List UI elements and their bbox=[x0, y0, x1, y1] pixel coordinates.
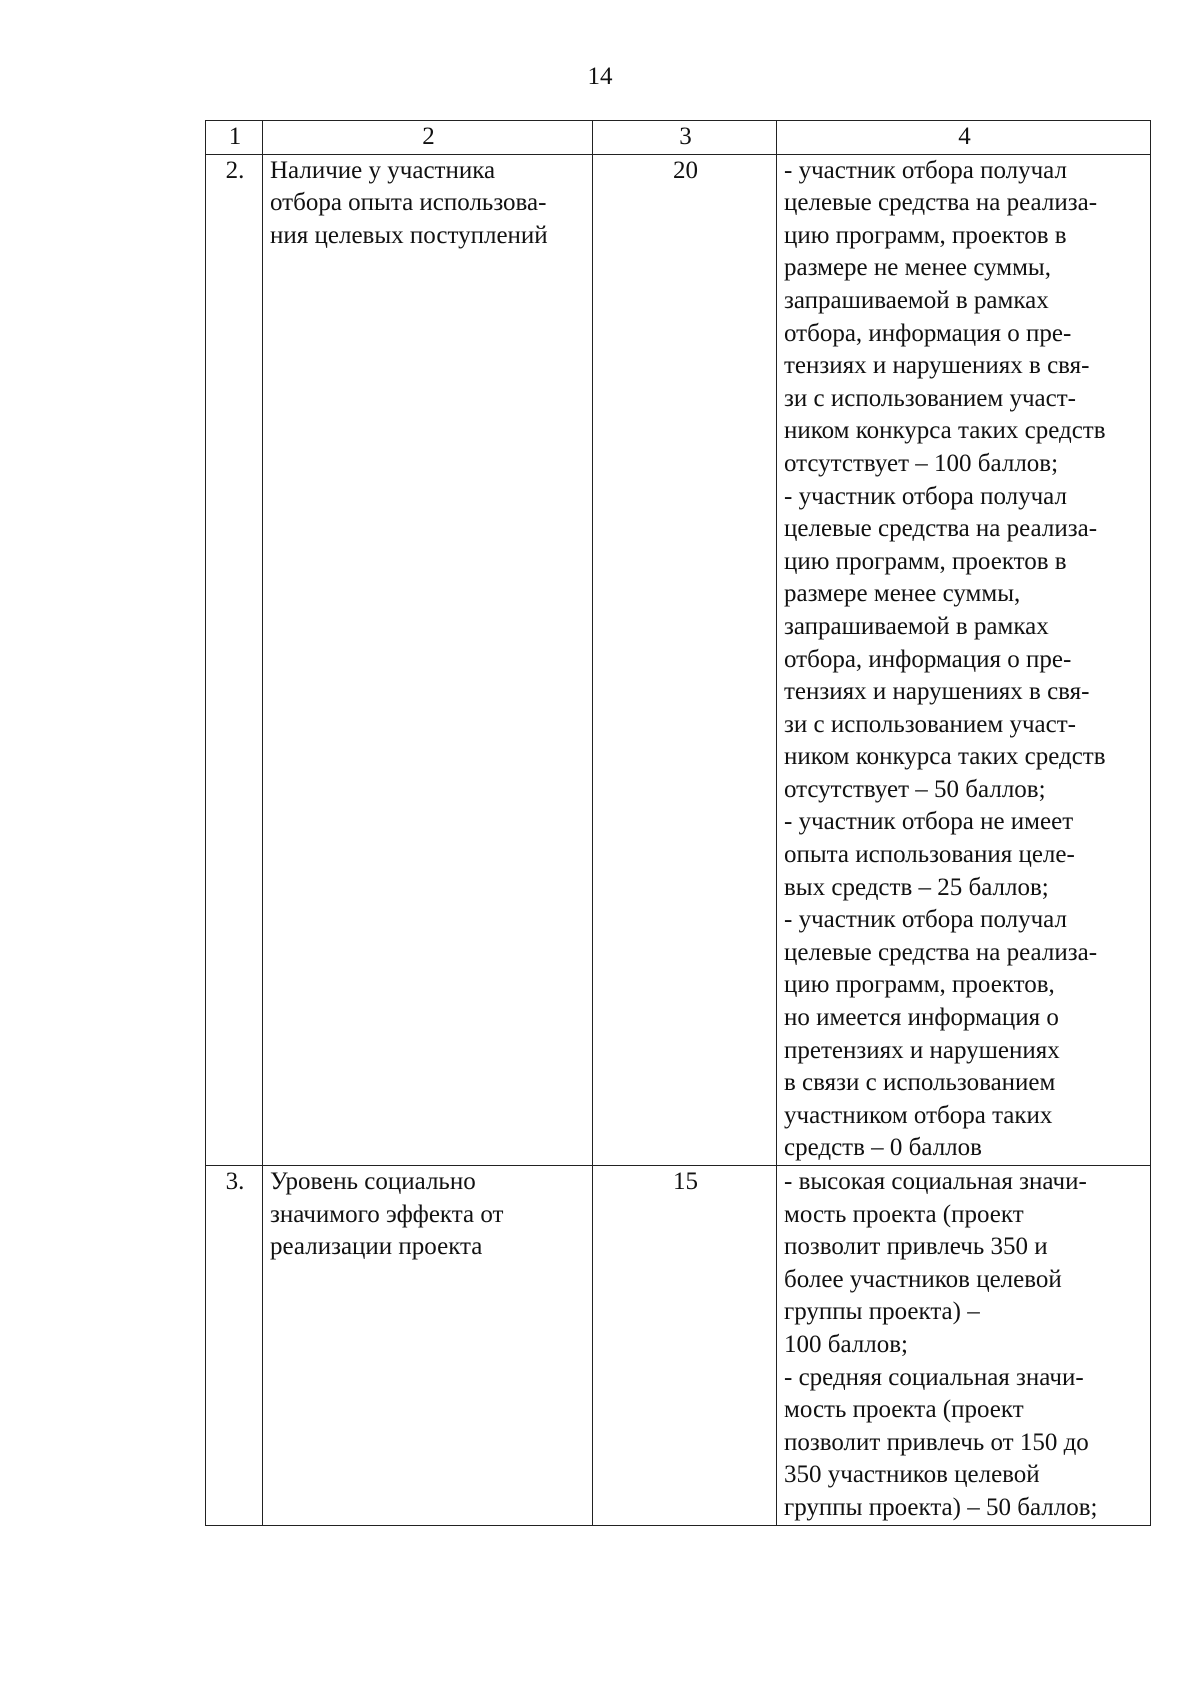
text-line: средств – 0 баллов bbox=[784, 1134, 982, 1162]
criterion-name bbox=[263, 1166, 593, 1526]
text-line: позволит привлечь от 150 до bbox=[784, 1428, 1089, 1456]
text-line: зи с использованием участ- bbox=[784, 710, 1076, 738]
text-line: претензиях и нарушениях bbox=[784, 1036, 1060, 1064]
text-line: группы проекта) – 50 баллов; bbox=[784, 1493, 1098, 1521]
text-line: участником отбора таких bbox=[784, 1101, 1053, 1129]
text-line: целевые средства на реализа- bbox=[784, 189, 1098, 217]
text-line: цию программ, проектов в bbox=[784, 547, 1067, 575]
text-line: мость проекта (проект bbox=[784, 1396, 1024, 1424]
text-line: отбора, информация о пре- bbox=[784, 645, 1072, 673]
text-line: 350 участников целевой bbox=[784, 1461, 1040, 1489]
text-line: - участник отбора не имеет bbox=[784, 808, 1074, 836]
text-line: 100 баллов; bbox=[784, 1330, 908, 1358]
text-line: в связи с использованием bbox=[784, 1069, 1056, 1097]
criterion-weight: 20 bbox=[593, 154, 777, 1165]
column-number-1: 1 bbox=[206, 121, 263, 155]
text-line: размере не менее суммы, bbox=[784, 254, 1051, 282]
criterion-weight: 15 bbox=[593, 1166, 777, 1526]
text-line: ния целевых поступлений bbox=[270, 221, 548, 249]
column-number-3: 3 bbox=[593, 121, 777, 155]
text-line: - участник отбора получал bbox=[784, 906, 1067, 934]
text-line: запрашиваемой в рамках bbox=[784, 612, 1049, 640]
text-line: целевые средства на реализа- bbox=[784, 515, 1098, 543]
text-line: Уровень социально bbox=[270, 1168, 476, 1195]
text-line: опыта использования целе- bbox=[784, 841, 1075, 869]
text-line: Наличие у участника bbox=[270, 156, 496, 184]
text-line: тензиях и нарушениях в свя- bbox=[784, 678, 1090, 706]
text-line: мость проекта (проект bbox=[784, 1200, 1024, 1228]
criterion-name bbox=[263, 154, 593, 1165]
column-number-4: 4 bbox=[777, 121, 1151, 155]
text-line: - участник отбора получал bbox=[784, 156, 1067, 184]
row-number: 3. bbox=[206, 1166, 263, 1526]
column-number-2: 2 bbox=[263, 121, 593, 155]
text-line: позволит привлечь 350 и bbox=[784, 1233, 1048, 1261]
text-line: группы проекта) – bbox=[784, 1298, 980, 1326]
row-number: 2. bbox=[206, 154, 263, 1165]
text-line: целевые средства на реализа- bbox=[784, 938, 1098, 966]
text-line: зи с использованием участ- bbox=[784, 384, 1076, 412]
text-line: вых средств – 25 баллов; bbox=[784, 873, 1049, 901]
page-number: 14 bbox=[587, 63, 613, 90]
text-line: тензиях и нарушениях в свя- bbox=[784, 352, 1090, 380]
text-line: отбора, информация о пре- bbox=[784, 319, 1072, 347]
text-line: более участников целевой bbox=[784, 1265, 1062, 1293]
text-line: ником конкурса таких средств bbox=[784, 417, 1106, 445]
table-row bbox=[206, 1166, 1151, 1526]
criterion-description bbox=[777, 154, 1151, 1165]
text-line: отсутствует – 100 баллов; bbox=[784, 449, 1059, 477]
text-line: реализации проекта bbox=[270, 1233, 483, 1261]
criterion-description bbox=[777, 1166, 1151, 1526]
text-line: цию программ, проектов в bbox=[784, 221, 1067, 249]
table-header-row bbox=[206, 121, 1151, 155]
criteria-table bbox=[205, 120, 1151, 1526]
text-line: но имеется информация о bbox=[784, 1004, 1059, 1032]
text-line: отбора опыта использова- bbox=[270, 189, 547, 217]
text-line: - высокая социальная значи- bbox=[784, 1168, 1087, 1195]
text-line: - участник отбора получал bbox=[784, 482, 1067, 510]
table-row bbox=[206, 154, 1151, 1165]
text-line: размере менее суммы, bbox=[784, 580, 1021, 608]
text-line: запрашиваемой в рамках bbox=[784, 286, 1049, 314]
text-line: отсутствует – 50 баллов; bbox=[784, 775, 1046, 803]
text-line: - средняя социальная значи- bbox=[784, 1363, 1084, 1391]
text-line: цию программ, проектов, bbox=[784, 971, 1055, 999]
text-line: значимого эффекта от bbox=[270, 1200, 504, 1228]
text-line: ником конкурса таких средств bbox=[784, 743, 1106, 771]
